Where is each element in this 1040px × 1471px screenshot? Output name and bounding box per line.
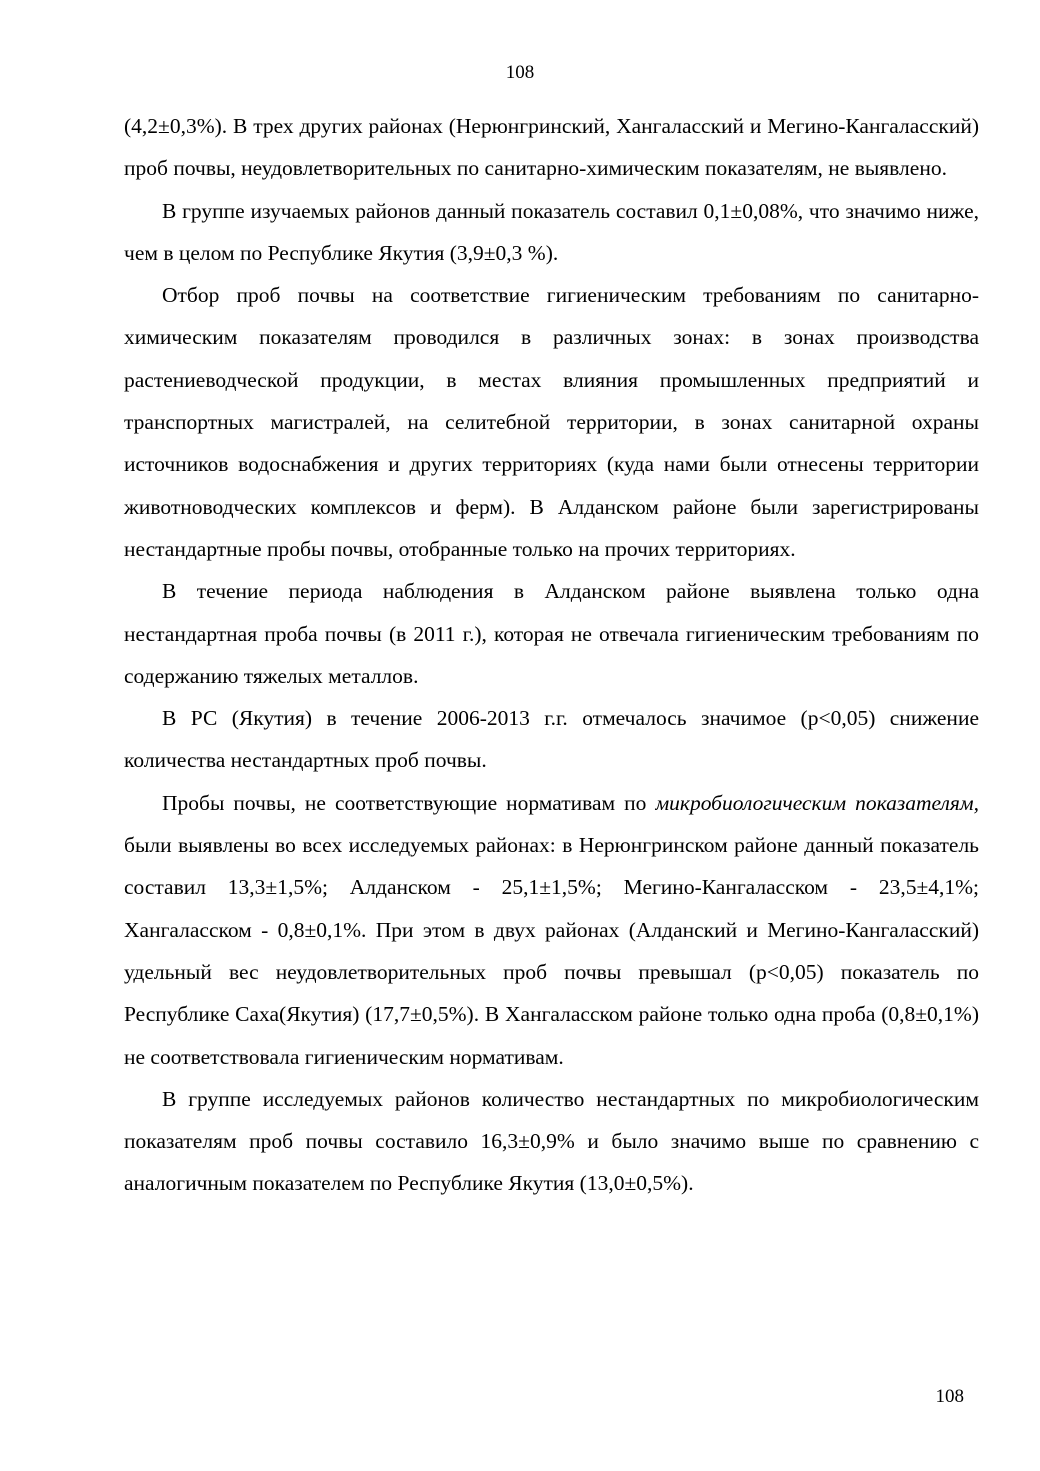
document-body <box>124 105 979 1205</box>
paragraph-with-emphasis <box>124 782 979 1078</box>
page-number-bottom: 108 <box>935 1386 964 1407</box>
paragraph-text: были выявлены во всех исследуемых районах: в Нерюнгринском районе данный показатель составил 13,3±1,5%; Алданском - 25,1±1,5%; Мегино-Кангаласском - 23,5±4,1%; Хангаласском - 0,8±0,1%. При этом в двух районах (Алданский и Мегино-Кангаласский) удельный вес неудовлетворительных проб почвы превышал (p<0,05) показатель по Республике Саха(Якутия) (17,7±0,5%). В Хангаласском районе только одна проба (0,8±0,1%) не соответствовала гигиеническим нормативам. <box>124 833 979 1069</box>
page-number-top: 108 <box>505 62 535 83</box>
paragraph: В группе исследуемых районов количество нестандартных по микробиологическим показателям проб почвы составило 16,3±0,9% и было значимо выше по сравнению с аналогичным показателем по Республике Якутия (13,0±0,5%). <box>124 1086 979 1196</box>
paragraph-continuation: (4,2±0,3%). В трех других районах (Нерюнгринский, Хангаласский и Мегино-Кангаласский) проб почвы, неудовлетворительных по санитарно-химическим показателям, не выявлено. <box>124 114 979 181</box>
paragraph: В группе изучаемых районов данный показатель составил 0,1±0,08%, что значимо ниже, чем в целом по Республике Якутия (3,9±0,3 %). <box>124 198 979 265</box>
emphasized-text: микробиологическим показателям, <box>655 790 979 815</box>
paragraph-text: Пробы почвы, не соответствующие нормативам по <box>162 790 656 815</box>
paragraph: Отбор проб почвы на соответствие гигиеническим требованиям по санитарно-химическим показателям проводился в различных зонах: в зонах производства растениеводческой продукции, в местах влияния промышленных предприятий и транспортных магистралей, на селитебной территории, в зонах санитарной охраны источников водоснабжения и других территориях (куда нами были отнесены территории животноводческих комплексов и ферм). В Алданском районе были зарегистрированы нестандартные пробы почвы, отобранные только на прочих территориях. <box>124 283 979 561</box>
paragraph: В течение периода наблюдения в Алданском районе выявлена только одна нестандартная проба почвы (в 2011 г.), которая не отвечала гигиеническим требованиям по содержанию тяжелых металлов. <box>124 579 979 688</box>
paragraph: В РС (Якутия) в течение 2006-2013 г.г. отмечалось значимое (p<0,05) снижение количества нестандартных проб почвы. <box>124 706 979 773</box>
